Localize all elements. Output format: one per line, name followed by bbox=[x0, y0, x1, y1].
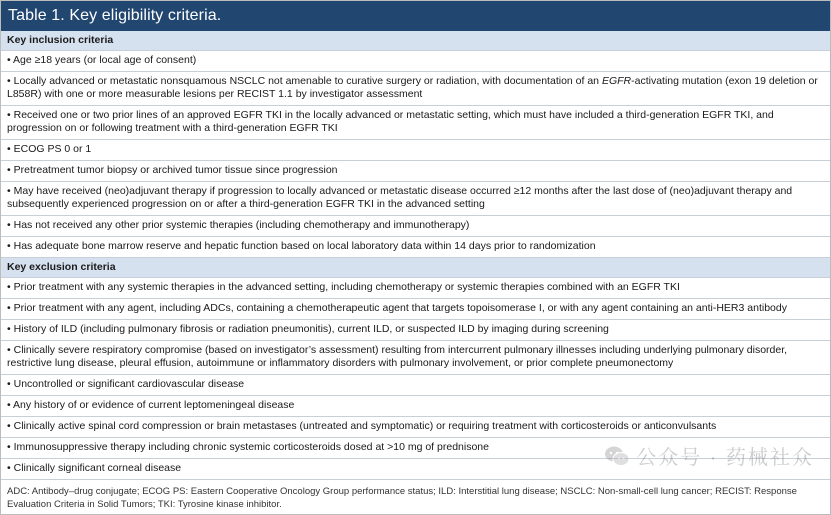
criteria-text: -activating mutation (exon 19 deletion or L858R) with one or more measurable lesions per RECIST 1.1 by investigator assessment bbox=[7, 75, 818, 100]
bullet-icon: • bbox=[7, 323, 11, 335]
bullet-icon: • bbox=[7, 164, 11, 176]
exclusion-list bbox=[1, 278, 830, 480]
criteria-row bbox=[1, 161, 830, 182]
criteria-text: Has not received any other prior systemic therapies (including chemotherapy and immunotherapy) bbox=[13, 219, 470, 231]
criteria-text: Pretreatment tumor biopsy or archived tumor tissue since progression bbox=[13, 164, 338, 176]
criteria-text: Immunosuppressive therapy including chronic systemic corticosteroids dosed at >10 mg of prednisone bbox=[13, 441, 489, 453]
criteria-text: ECOG PS 0 or 1 bbox=[13, 143, 92, 155]
gene-name: EGFR bbox=[601, 75, 632, 87]
criteria-text: Age ≥18 years (or local age of consent) bbox=[13, 54, 197, 66]
criteria-text: Prior treatment with any systemic therapies in the advanced setting, including chemotherapy or systemic therapies combined with an EGFR TKI bbox=[13, 281, 680, 293]
bullet-icon: • bbox=[7, 75, 11, 87]
bullet-icon: • bbox=[7, 462, 11, 474]
criteria-text: Received one or two prior lines of an approved EGFR TKI in the locally advanced or metastatic setting, which must have included a third-generation EGFR TKI, and progression on or following treatment with a third-generation EGFR TKI bbox=[7, 109, 774, 134]
criteria-text: History of ILD (including pulmonary fibrosis or radiation pneumonitis), current ILD, or suspected ILD by imaging during screening bbox=[13, 323, 609, 335]
criteria-row bbox=[1, 182, 830, 216]
criteria-text: Has adequate bone marrow reserve and hepatic function based on local laboratory data within 14 days prior to randomization bbox=[13, 240, 596, 252]
criteria-text: Prior treatment with any agent, including ADCs, containing a chemotherapeutic agent that targets topoisomerase I, or with any agent containing an anti-HER3 antibody bbox=[13, 302, 787, 314]
bullet-icon: • bbox=[7, 420, 11, 432]
criteria-row bbox=[1, 278, 830, 299]
criteria-row bbox=[1, 140, 830, 161]
watermark-text: 公众号 · 药械社众 bbox=[636, 447, 814, 469]
criteria-row bbox=[1, 320, 830, 341]
criteria-text: Clinically active spinal cord compression or brain metastases (untreated and symptomatic) or requiring treatment with corticosteroids or anticonvulsants bbox=[13, 420, 717, 432]
bullet-icon: • bbox=[7, 344, 11, 356]
bullet-icon: • bbox=[7, 219, 11, 231]
table-title: Table 1. Key eligibility criteria. bbox=[1, 1, 830, 31]
bullet-icon: • bbox=[7, 109, 11, 121]
table-footnote: ADC: Antibody–drug conjugate; ECOG PS: Eastern Cooperative Oncology Group performance status; ILD: Interstitial lung disease; NSCLC: Non-small-cell lung cancer; RECIST: Response Evaluation Criteria in Solid Tumors; TKI: Tyrosine kinase inhibitor. bbox=[7, 486, 797, 510]
bullet-icon: • bbox=[7, 240, 11, 252]
criteria-row bbox=[1, 459, 830, 480]
criteria-row bbox=[1, 106, 830, 140]
bullet-icon: • bbox=[7, 378, 11, 390]
criteria-text: Uncontrolled or significant cardiovascular disease bbox=[13, 378, 245, 390]
criteria-text: Clinically significant corneal disease bbox=[13, 462, 182, 474]
bullet-icon: • bbox=[7, 185, 11, 197]
criteria-text: Locally advanced or metastatic nonsquamous NSCLC not amenable to curative surgery or radiation, with documentation of an bbox=[13, 75, 602, 87]
bullet-icon: • bbox=[7, 399, 11, 411]
criteria-row bbox=[1, 51, 830, 72]
criteria-row bbox=[1, 216, 830, 237]
criteria-row bbox=[1, 417, 830, 438]
criteria-row bbox=[1, 237, 830, 258]
criteria-row bbox=[1, 72, 830, 106]
inclusion-header: Key inclusion criteria bbox=[1, 31, 830, 51]
bullet-icon: • bbox=[7, 143, 11, 155]
bullet-icon: • bbox=[7, 302, 11, 314]
criteria-text: May have received (neo)adjuvant therapy if progression to locally advanced or metastatic disease occurred ≥12 months after the last dose of (neo)adjuvant therapy and subsequently experienced progression on or after a third-generation EGFR TKI in the advanced setting bbox=[7, 185, 793, 210]
criteria-text: Any history of or evidence of current leptomeningeal disease bbox=[13, 399, 295, 411]
criteria-text: Clinically severe respiratory compromise (based on investigator’s assessment) resulting from intercurrent pulmonary illnesses including underlying pulmonary disorder, restrictive lung disease, pleural effusion, autoimmune or inflammatory disorders with pulmonary involvement, or prior complete pneumonectomy bbox=[7, 344, 788, 369]
criteria-row bbox=[1, 341, 830, 375]
criteria-row bbox=[1, 438, 830, 459]
inclusion-list bbox=[1, 51, 830, 258]
criteria-row bbox=[1, 299, 830, 320]
criteria-row bbox=[1, 375, 830, 396]
criteria-row bbox=[1, 396, 830, 417]
bullet-icon: • bbox=[7, 54, 11, 66]
bullet-icon: • bbox=[7, 441, 11, 453]
exclusion-header: Key exclusion criteria bbox=[1, 258, 830, 278]
bullet-icon: • bbox=[7, 281, 11, 293]
